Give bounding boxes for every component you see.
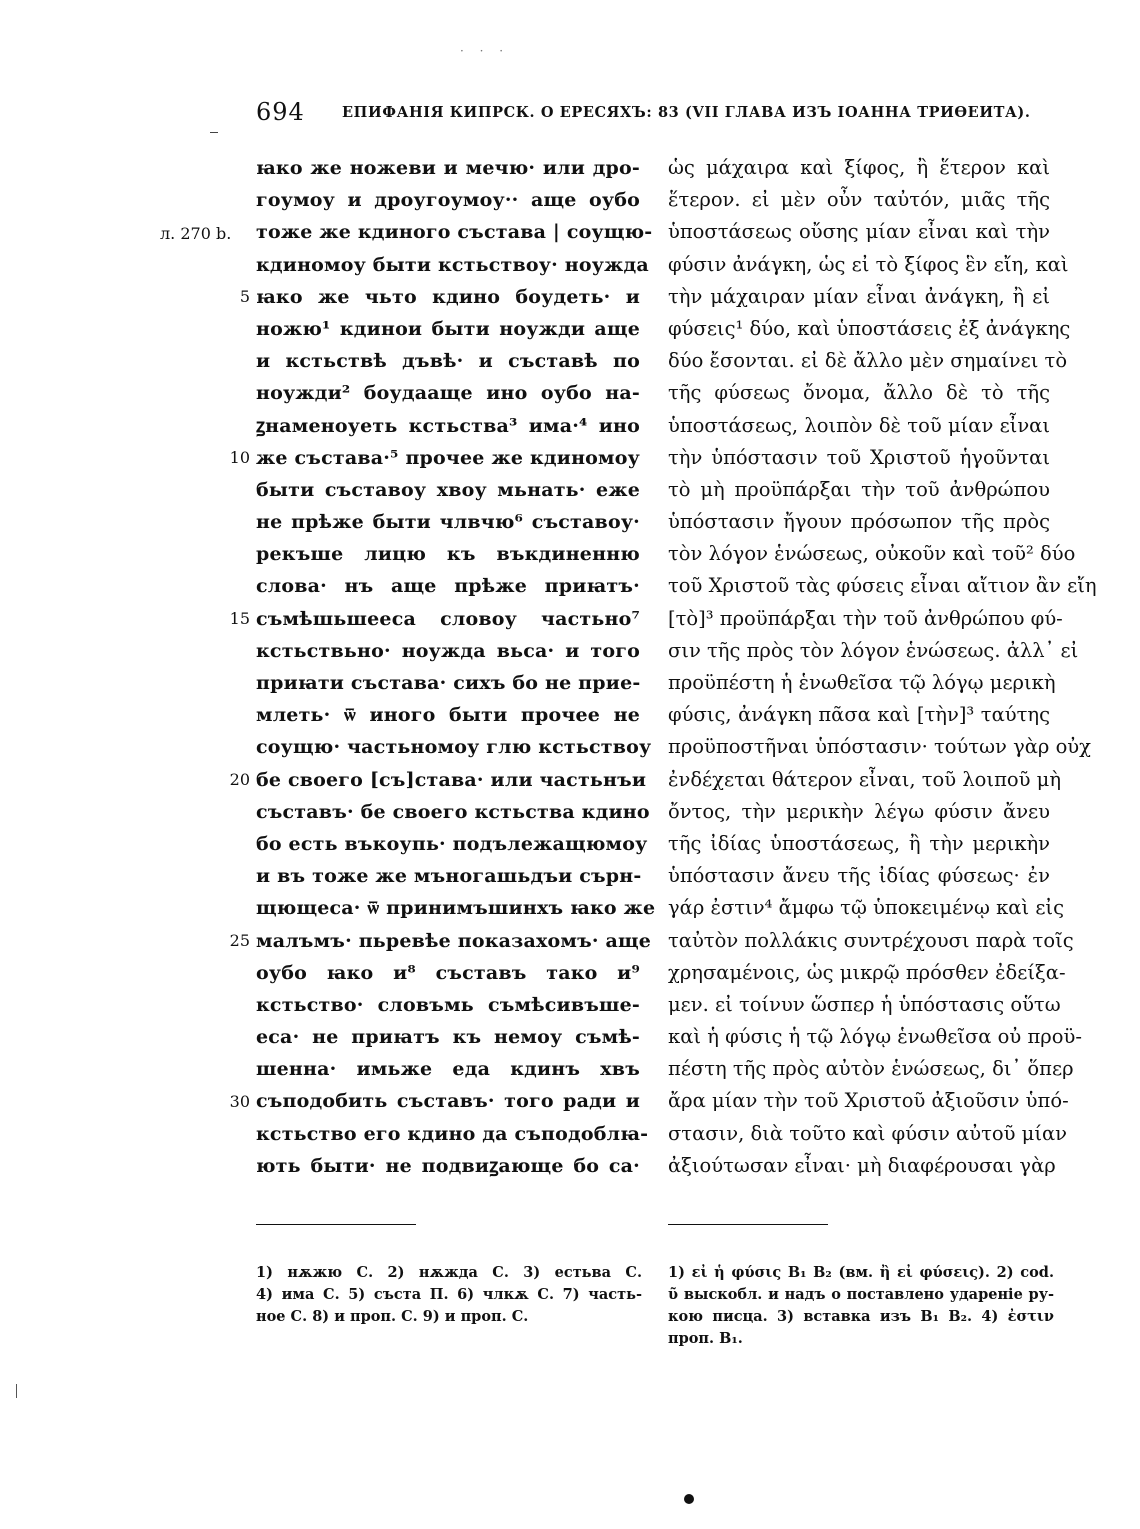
text-line: τῆς ἰδίας ὑποστάσεως, ἢ τὴν μερικὴν xyxy=(668,831,1050,855)
text-line: кдиномоу быти кстьствоу· ноужда xyxy=(256,253,649,276)
scan-dot xyxy=(684,1494,694,1504)
text-line: же състава·⁵ прочее же кдиномоу xyxy=(256,446,640,469)
text-line: шенна· имьже еда кдинъ хвъ xyxy=(256,1058,640,1081)
text-line: ἄρα μίαν τὴν τοῦ Χριστοῦ ἀξιοῦσιν ὑπό- xyxy=(668,1089,1069,1113)
margin-dash xyxy=(210,132,218,133)
text-line: προϋποστῆναι ὑπόστασιν· τούτων γὰρ οὐχ xyxy=(668,735,1091,759)
text-line: млеть· ѿ иного быти прочее не xyxy=(256,704,640,727)
slavonic-text-column xyxy=(256,152,656,1182)
text-line: τοῦ Χριστοῦ τὰς φύσεις εἶναι αἴτιον ἂν εἴη xyxy=(668,574,1097,598)
text-line: ножю¹ кдинои быти ноужди аще xyxy=(256,317,640,340)
text-line: ꙁнаменоуеть кстьства³ има·⁴ ино xyxy=(256,414,640,437)
text-line: бе своего [съ]става· или частьнъи xyxy=(256,768,647,791)
text-line: кстьствьно· ноужда вьса· и того xyxy=(256,639,640,662)
text-line: [τὸ]³ προϋπάρξαι τὴν τοῦ ἀνθρώπου φύ- xyxy=(668,606,1063,630)
text-line: ὑποστάσεως, λοιπὸν δὲ τοῦ μίαν εἶναι xyxy=(668,413,1050,437)
line-number: 15 xyxy=(229,608,250,628)
footnotes-greek xyxy=(668,1262,1054,1350)
line-number: 10 xyxy=(229,447,250,467)
text-line: φύσις, ἀνάγκη πᾶσα καὶ [τὴν]³ ταύτης xyxy=(668,703,1050,727)
text-line: приꙗти състава· сихъ бо не прие- xyxy=(256,672,641,694)
text-line: ὑποστάσεως οὔσης μίαν εἶναι καὶ τὴν xyxy=(668,220,1050,244)
text-line: слова· нъ аще прѣже приꙗтъ· xyxy=(256,575,640,598)
text-line: χρησαμένοις, ὡς μικρῷ πρόσθεν ἐδείξα- xyxy=(668,960,1066,984)
footnotes-slavonic xyxy=(256,1262,642,1328)
text-line: δύο ἔσονται. εἰ δὲ ἄλλο μὲν σημαίνει τὸ xyxy=(668,349,1068,373)
text-line: кстьство· словъмь съмѣсивъше- xyxy=(256,993,640,1016)
footnote-line: 1) нѫжю С. 2) нѫжда С. 3) естьва С. xyxy=(256,1264,642,1281)
text-line: πέστη τῆς πρὸς αὐτὸν ἑνώσεως, δι᾽ ὅπερ xyxy=(668,1057,1074,1081)
text-line: оубо ꙗко и⁸ съставъ тако и⁹ xyxy=(256,961,640,984)
footnote-line: проп. B₁. xyxy=(668,1330,743,1347)
text-line: μεν. εἰ τοίνυν ὥσπερ ἡ ὑπόστασις οὕτω xyxy=(668,992,1061,1016)
page-number: 694 xyxy=(256,98,305,126)
scan-tick xyxy=(16,1384,17,1398)
text-line: гоумоу и дроугоумоу·· аще оубо xyxy=(256,189,640,212)
text-line: προϋπέστη ἡ ἑνωθεῖσα τῷ λόγῳ μερικὴ xyxy=(668,671,1056,694)
text-line: καὶ ἡ φύσις ἡ τῷ λόγῳ ἑνωθεῖσα οὐ προϋ- xyxy=(668,1025,1082,1049)
text-line: съставъ· бе своего кстьства кдино xyxy=(256,800,650,823)
line-number: 30 xyxy=(229,1091,250,1111)
text-line: φύσεις¹ δύο, καὶ ὑποστάσεις ἐξ ἀνάγκης xyxy=(668,316,1071,340)
text-line: съмѣшьшееса словоу частьно⁷ xyxy=(256,607,640,630)
text-line: σιν τῆς πρὸς τὸν λόγον ἑνώσεως. ἀλλ᾽ εἰ xyxy=(668,638,1079,662)
footnote-rule-right xyxy=(668,1224,828,1225)
text-line: ὡς μάχαιρα καὶ ξίφος, ἢ ἕτερον καὶ xyxy=(668,156,1050,179)
text-line: соущю· частьномоу глю кстьствоу xyxy=(256,736,652,759)
line-number: 25 xyxy=(229,930,250,950)
text-line: ноужди² боудааще ино оубо на- xyxy=(256,382,640,405)
greek-text-column xyxy=(668,152,1097,1182)
text-line: τὴν ὑπόστασιν τοῦ Χριστοῦ ἡγοῦνται xyxy=(668,445,1050,469)
text-line: съподобить съставъ· того ради и xyxy=(256,1090,640,1113)
text-line: ἀξιούτωσαν εἶναι· μὴ διαφέρουσαι γὰρ xyxy=(668,1153,1056,1177)
text-line: ὑπόστασιν ἄνευ τῆς ἰδίας φύσεως· ἐν xyxy=(668,864,1050,888)
text-line: ἐνδέχεται θάτερον εἶναι, τοῦ λοιποῦ μὴ xyxy=(668,767,1062,791)
footnote-line: 1) εἰ ἡ φύσις B₁ B₂ (вм. ἢ εἰ φύσεις). 2) cod. xyxy=(668,1264,1054,1281)
line-number: 20 xyxy=(229,769,250,789)
text-line: и кстьствѣ дъвѣ· и съставѣ по xyxy=(256,350,640,373)
text-line: τὸν λόγον ἑνώσεως, οὐκοῦν καὶ τοῦ² δύο xyxy=(668,542,1076,566)
running-head: ЕПИФАНІЯ КИПРСК. О ЕРЕСЯХЪ: 83 (VII ГЛАВА ИЗЪ ІОАННА ТРИѲЕИТА). xyxy=(342,104,1031,121)
text-line: στασιν, διὰ τοῦτο καὶ φύσιν αὐτοῦ μίαν xyxy=(668,1121,1067,1145)
text-line: кстьство его кдино да съподоблꙗ- xyxy=(256,1122,649,1145)
text-line: ἕτερον. εἰ μὲν οὖν ταὐτόν, μιᾶς τῆς xyxy=(668,188,1050,212)
text-line: ꙗко же ножеви и мечю· или дро- xyxy=(256,157,640,179)
text-line: быти съставоу хвоу мьнать· еже xyxy=(256,478,640,501)
line-number: 5 xyxy=(239,286,250,306)
text-line: не прѣже быти члвчю⁶ съставоу· xyxy=(256,511,640,534)
text-line: ють быти· не подвиꙁающе бо са· xyxy=(256,1154,640,1177)
text-line: тоже же кдиного състава | соущю- xyxy=(256,221,653,244)
text-line: τὴν μάχαιραν μίαν εἶναι ἀνάγκη, ἢ εἰ xyxy=(668,284,1050,308)
text-line: рекъше лицю къ въкдиненню xyxy=(256,543,640,566)
text-line: ὄντος, τὴν μερικὴν λέγω φύσιν ἄνευ xyxy=(668,799,1050,823)
footnote-line: ῦ выскобл. и надъ о поставлено удареніе ру- xyxy=(668,1286,1054,1303)
text-line: γάρ ἐστιν⁴ ἄμφω τῷ ὑποκειμένῳ καὶ εἰς xyxy=(668,896,1064,920)
footnote-rule-left xyxy=(256,1224,416,1225)
text-line: ὑπόστασιν ἤγουν πρόσωπον τῆς πρὸς xyxy=(668,510,1050,534)
text-line: еса· не приꙗтъ къ немоу съмѣ- xyxy=(256,1026,640,1049)
footnote-line: кою писца. 3) вставка изъ B₁ B₂. 4) ἐστιν xyxy=(668,1308,1054,1325)
page-header xyxy=(0,98,1140,128)
text-line: ταὐτὸν πολλάκις συντρέχουσι παρὰ τοῖς xyxy=(668,928,1074,952)
text-line: малъмъ· пьревѣе показахомъ· аще xyxy=(256,929,652,952)
text-line: щющеса· ѿ принимъшинхъ ꙗко же xyxy=(256,897,656,920)
scan-specks: · · · xyxy=(460,44,510,58)
text-line: φύσιν ἀνάγκη, ὡς εἰ τὸ ξίφος ἓν εἴη, καὶ xyxy=(668,252,1069,276)
text-line: и въ тоже же мъногашьдъи сърн- xyxy=(256,865,642,888)
folio-reference: л. 270 b. xyxy=(160,224,232,243)
text-line: τῆς φύσεως ὄνομα, ἄλλο δὲ τὸ τῆς xyxy=(668,381,1050,405)
footnote-line: ное С. 8) и проп. С. 9) и проп. С. xyxy=(256,1308,529,1325)
text-line: ꙗко же чьто кдино боудеть· и xyxy=(256,285,640,308)
text-line: τὸ μὴ προϋπάρξαι τὴν τοῦ ἀνθρώπου xyxy=(668,477,1050,501)
footnote-line: 4) има С. 5) съста П. 6) члкѫ С. 7) часть- xyxy=(256,1286,642,1303)
text-line: бо есть въкоупь· подълежащюмоу xyxy=(256,832,648,855)
